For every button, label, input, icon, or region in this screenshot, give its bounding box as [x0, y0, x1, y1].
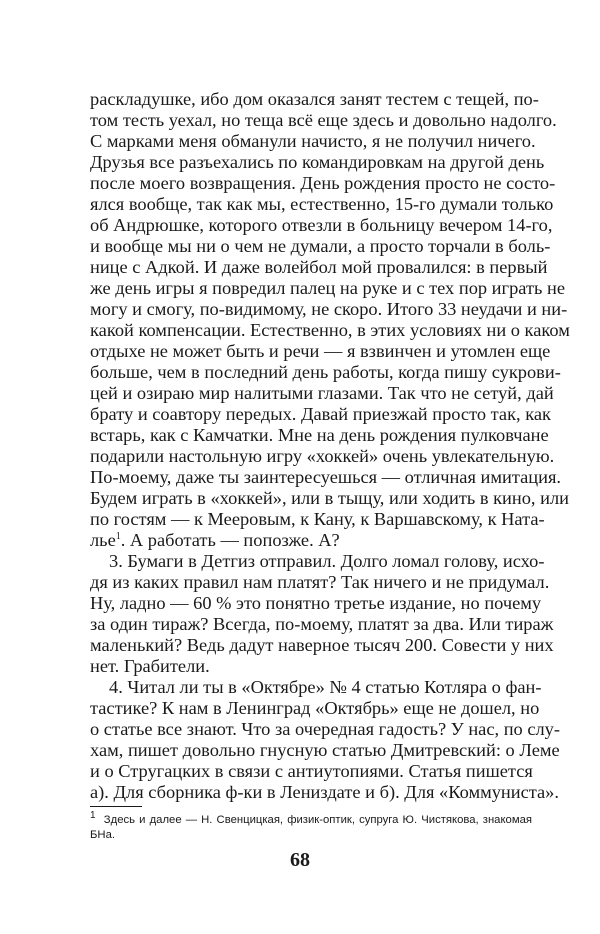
text-line [90, 530, 532, 551]
text-line: По-моему, даже ты заинтересуешься — отличная имитация. [90, 467, 562, 487]
text-fragment: . А работать — попозже. А? [120, 530, 340, 550]
text-line: брату и соавтору передых. Давай приезжай просто так, как [90, 404, 551, 424]
text-line: и вообще мы ни о чем не думали, а просто торчали в боль- [90, 236, 551, 256]
text-line: С марками меня обманули начисто, я не получил ничего. [90, 131, 536, 151]
footnote-text: Здесь и далее — Н. Свенцицкая, физик-оптик, супруга Ю. Чистякова, знакомая [103, 814, 532, 826]
footnote-line: БНа. [90, 829, 115, 841]
text-line: нет. Грабители. [90, 656, 210, 676]
text-line: и о Стругацких в связи с антиутопиями. Статья пишется [90, 761, 533, 781]
text-line: же день игры я повредил палец на руке и с тех пор играть не [90, 278, 565, 298]
text-line: тастике? К нам в Ленинград «Октябрь» еще не дошел, но [90, 698, 540, 718]
text-line: нице с Адкой. И даже волейбол мой провалился: в первый [90, 257, 548, 277]
text-line: 3. Бумаги в Детгиз отправил. Долго ломал голову, исхо- [109, 551, 545, 571]
text-line: об Андрюшке, которого отвезли в больницу вечером 14-го, [90, 215, 553, 235]
text-line: Будем играть в «хоккей», или в тыщу, или ходить в кино, или [90, 488, 569, 508]
text-line: цей и озираю мир налитыми глазами. Так что не сетуй, дай [90, 383, 554, 403]
text-line: а). Для сборника ф-ки в Лениздате и б). Для «Коммуниста». [90, 782, 559, 802]
text-line: ялся вообще, так как мы, естественно, 15-го думали только [90, 194, 554, 214]
text-line: Друзья все разъехались по командировкам на другой день [90, 152, 545, 172]
text-line: о статье все знают. Что за очередная гадость? У нас, по слу- [90, 719, 560, 739]
footnote-reference[interactable]: 1 [115, 530, 121, 542]
text-line: отдыхе не может быть и речи — я взвинчен и утомлен еще [90, 341, 551, 361]
footnote-divider [90, 806, 142, 807]
text-line: больше, чем в последний день работы, когда пишу сукрови- [90, 362, 561, 382]
text-line: какой компенсации. Естественно, в этих условиях ни о каком [90, 320, 570, 340]
text-line: Ну, ладно — 60 % это понятно третье издание, но почему [90, 593, 542, 613]
text-line: после моего возвращения. День рождения просто не состо- [90, 173, 556, 193]
text-line: дя из каких правил нам платят? Так ничего и не придумал. [90, 572, 550, 592]
text-fragment: лье [90, 530, 116, 550]
footnote-mark: 1 [90, 810, 96, 822]
text-line: по гостям — к Мееровым, к Кану, к Варшавскому, к Ната- [90, 509, 545, 529]
text-line: том тесть уехал, но теща всё еще здесь и довольно надолго. [90, 110, 557, 130]
text-line: подарили настольную игру «хоккей» очень увлекательную. [90, 446, 555, 466]
text-line: 4. Читал ли ты в «Октябре» № 4 статью Котляра о фан- [109, 677, 542, 697]
text-line: маленький? Ведь дадут наверное тысяч 200. Совести у них [90, 635, 554, 655]
page-number: 68 [290, 849, 310, 871]
text-line: встарь, как с Камчатки. Мне на день рождения пулковчане [90, 425, 549, 445]
text-line: хам, пишет довольно гнусную статью Дмитревский: о Леме [90, 740, 560, 760]
footnote-line [90, 810, 532, 827]
text-line: могу и смогу, по-видимому, не скоро. Итого 33 неудачи и ни- [90, 299, 568, 319]
text-line: раскладушке, ибо дом оказался занят тестем с тещей, по- [90, 89, 539, 109]
text-line: за один тираж? Всегда, по-моему, платят за два. Или тираж [90, 614, 554, 634]
